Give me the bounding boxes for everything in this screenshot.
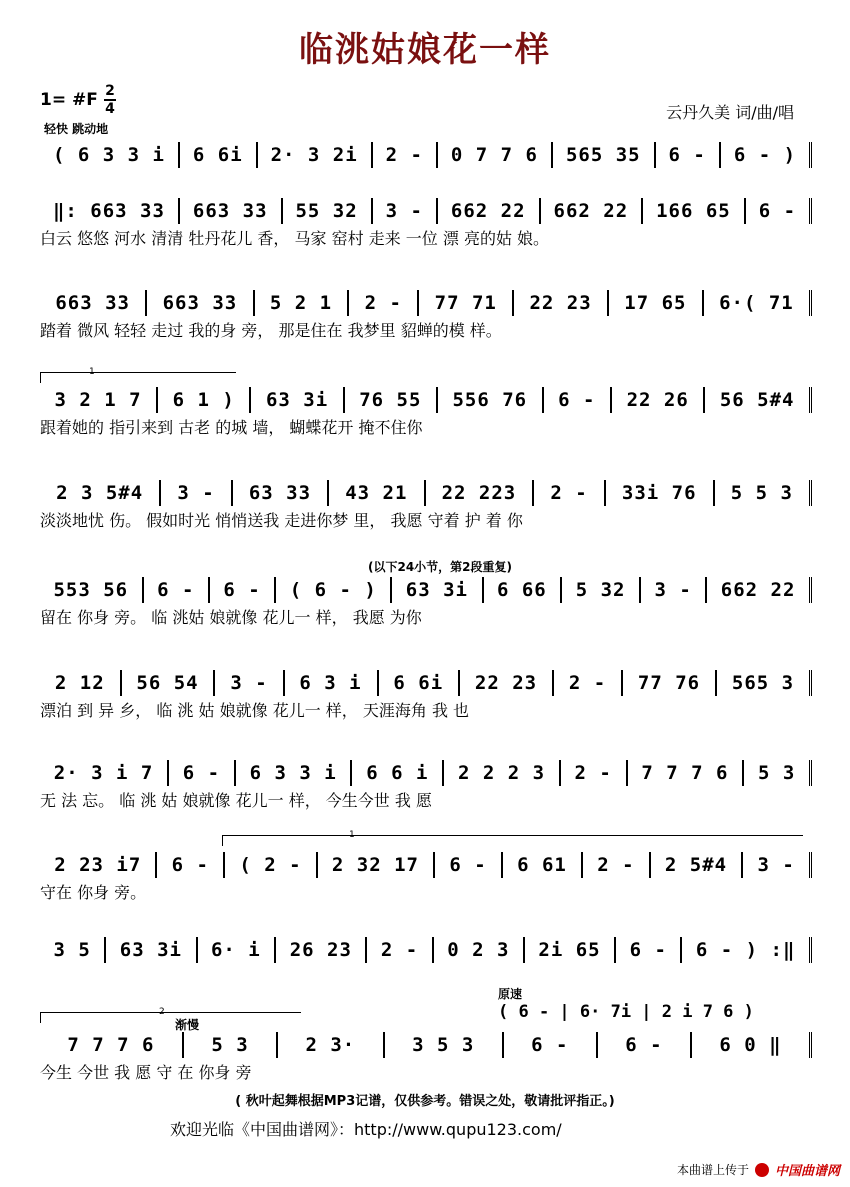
measure: 77 76 bbox=[623, 670, 717, 696]
measure: 0 7 7 6 bbox=[438, 142, 553, 168]
system-lyrics: 踏着 微风 轻轻 走过 我的身 旁， 那是住在 我梦里 貂蝉的模 样。 bbox=[40, 321, 502, 340]
measure: 22 26 bbox=[612, 387, 705, 413]
measure: 6 - bbox=[544, 387, 612, 413]
measure: 3 - bbox=[373, 198, 438, 224]
measure: 2 5#4 bbox=[651, 852, 744, 878]
measure: 3 2 1 7 bbox=[40, 387, 158, 413]
measure: 63 3i bbox=[392, 577, 483, 603]
measure: 3 - bbox=[215, 670, 284, 696]
measure: 26 23 bbox=[276, 937, 367, 963]
measure: 2 3 5#4 bbox=[40, 480, 161, 506]
system-3 bbox=[40, 288, 812, 344]
measure: 6 - bbox=[157, 852, 225, 878]
measure: 56 54 bbox=[122, 670, 216, 696]
measure: 2· 3 2i bbox=[258, 142, 373, 168]
system-lyrics bbox=[40, 170, 812, 196]
measure: 5 3 bbox=[744, 760, 812, 786]
score-title: 临洮姑娘花一样 bbox=[299, 30, 551, 70]
measure: 663 33 bbox=[40, 290, 147, 316]
system-notes bbox=[40, 575, 812, 605]
time-signature bbox=[104, 84, 116, 116]
system-9 bbox=[40, 850, 812, 906]
measure: 33i 76 bbox=[606, 480, 715, 506]
key-signature: 1= #F bbox=[40, 90, 98, 110]
measure: 2 - bbox=[534, 480, 606, 506]
measure: 2 3· bbox=[278, 1032, 385, 1058]
system-6 bbox=[40, 575, 812, 631]
measure: 6· i bbox=[198, 937, 277, 963]
measure: 55 32 bbox=[283, 198, 373, 224]
measure: 6 6 i bbox=[352, 760, 444, 786]
measure: 6 3 3 i bbox=[236, 760, 353, 786]
measure: 6 61 bbox=[503, 852, 583, 878]
meter-top: 2 bbox=[105, 83, 115, 99]
measure: 3 - bbox=[743, 852, 812, 878]
measure: 2 - bbox=[583, 852, 651, 878]
measure: 76 55 bbox=[345, 387, 438, 413]
measure: 6 - bbox=[598, 1032, 692, 1058]
system-lyrics: 淡淡地忧 伤。 假如时光 悄悄送我 走进你梦 里， 我愿 守着 护 着 你 bbox=[40, 511, 523, 530]
system-notes bbox=[40, 196, 812, 226]
measure: 2 - bbox=[373, 142, 438, 168]
measure: 166 65 bbox=[643, 198, 746, 224]
measure: 6 - bbox=[656, 142, 721, 168]
orig-tempo-marking: 原速 bbox=[498, 987, 523, 1001]
system-10 bbox=[40, 935, 812, 991]
system-notes bbox=[40, 385, 812, 415]
measure: 6 - bbox=[210, 577, 276, 603]
system-notes bbox=[40, 140, 812, 170]
measure: 6 - bbox=[435, 852, 503, 878]
volta-1-bottom bbox=[222, 830, 803, 846]
volta-2 bbox=[40, 1007, 301, 1023]
volta-1b-label: 1 bbox=[349, 830, 355, 840]
measure: ‖: 663 33 bbox=[40, 198, 180, 224]
measure: 556 76 bbox=[438, 387, 544, 413]
measure: 22 23 bbox=[460, 670, 554, 696]
system-5 bbox=[40, 478, 812, 534]
measure: 2 - bbox=[554, 670, 623, 696]
measure: 77 71 bbox=[419, 290, 514, 316]
measure: ( 2 - bbox=[225, 852, 318, 878]
measure: 6 - bbox=[144, 577, 210, 603]
system-4 bbox=[40, 385, 812, 441]
measure: 63 33 bbox=[233, 480, 329, 506]
measure: 2 - bbox=[367, 937, 433, 963]
logo-icon bbox=[755, 1163, 769, 1177]
measure: 6·( 71 bbox=[704, 290, 812, 316]
measure: ( 6 3 3 i bbox=[40, 142, 180, 168]
measure: 6 0 ‖ bbox=[692, 1032, 812, 1058]
system-lyrics: 今生 今世 我 愿 守 在 你身 旁 bbox=[40, 1063, 252, 1082]
measure: 663 33 bbox=[180, 198, 283, 224]
measure: 3 - bbox=[161, 480, 233, 506]
measure: 2 12 bbox=[40, 670, 122, 696]
measure: 5 3 bbox=[184, 1032, 278, 1058]
measure: ( 6 - ) bbox=[276, 577, 392, 603]
volta-1-top bbox=[40, 367, 236, 383]
footer-note: ( 秋叶起舞根据MP3记谱，仅供参考。错误之处，敬请批评指正。) bbox=[235, 1094, 615, 1109]
measure: 662 22 bbox=[438, 198, 541, 224]
system-1 bbox=[40, 140, 812, 196]
system-notes bbox=[40, 668, 812, 698]
measure: 43 21 bbox=[329, 480, 425, 506]
measure: 6 6i bbox=[379, 670, 461, 696]
measure: 5 2 1 bbox=[255, 290, 350, 316]
system-notes bbox=[40, 1030, 812, 1060]
measure: 6 - bbox=[169, 760, 236, 786]
measure: 5 32 bbox=[562, 577, 641, 603]
measure: 56 5#4 bbox=[705, 387, 812, 413]
measure: 6 - bbox=[616, 937, 682, 963]
measure: 2 32 17 bbox=[318, 852, 435, 878]
measure: 663 33 bbox=[147, 290, 254, 316]
system-lyrics: 跟着她的 指引来到 古老 的城 墙， 蝴蝶花开 掩不住你 bbox=[40, 418, 423, 437]
volta-1-label: 1 bbox=[89, 367, 95, 377]
repeat-note: (以下24小节，第2段重复) bbox=[368, 560, 513, 574]
measure: 2 - bbox=[561, 760, 628, 786]
system-lyrics: 守在 你身 旁。 bbox=[40, 883, 147, 902]
measure: 2 - bbox=[349, 290, 419, 316]
system-notes bbox=[40, 288, 812, 318]
welcome-link[interactable]: 欢迎光临《中国曲谱网》：http://www.qupu123.com/ bbox=[170, 1120, 562, 1139]
measure: 17 65 bbox=[609, 290, 704, 316]
measure: 565 35 bbox=[553, 142, 656, 168]
tempo-marking: 轻快 跳动地 bbox=[44, 122, 109, 136]
system-notes bbox=[40, 850, 812, 880]
system-notes bbox=[40, 935, 812, 965]
alt-ending: ( 6 - | 6· 7i | 2 i 7 6 ) bbox=[498, 1002, 754, 1022]
system-2 bbox=[40, 196, 812, 252]
measure: 662 22 bbox=[707, 577, 812, 603]
measure: 565 3 bbox=[717, 670, 812, 696]
slow-marking: 渐慢 bbox=[175, 1018, 200, 1032]
system-lyrics: 留在 你身 旁。 临 洮姑 娘就像 花儿一 样， 我愿 为你 bbox=[40, 608, 422, 627]
measure: 6 - bbox=[746, 198, 812, 224]
credit-line: 云丹久美 词/曲/唱 bbox=[666, 103, 794, 122]
system-8 bbox=[40, 758, 812, 814]
measure: 63 3i bbox=[251, 387, 344, 413]
system-notes bbox=[40, 478, 812, 508]
measure: 5 5 3 bbox=[715, 480, 812, 506]
measure: 2i 65 bbox=[525, 937, 616, 963]
meter-bottom: 4 bbox=[105, 101, 115, 117]
volta-2-label: 2 bbox=[159, 1007, 165, 1017]
measure: 0 2 3 bbox=[434, 937, 525, 963]
site-logo[interactable]: 中国曲谱网 bbox=[774, 1164, 840, 1179]
system-11 bbox=[40, 1030, 812, 1086]
system-notes bbox=[40, 758, 812, 788]
system-lyrics: 白云 悠悠 河水 清清 牡丹花儿 香， 马家 窑村 走来 一位 漂 亮的姑 娘。 bbox=[40, 229, 550, 248]
system-lyrics: 漂泊 到 异 乡， 临 洮 姑 娘就像 花儿一 样， 天涯海角 我 也 bbox=[40, 701, 470, 720]
system-lyrics: 无 法 忘。 临 洮 姑 娘就像 花儿一 样， 今生今世 我 愿 bbox=[40, 791, 432, 810]
measure: 662 22 bbox=[541, 198, 644, 224]
upload-credit bbox=[677, 1160, 840, 1179]
measure: 6 6i bbox=[180, 142, 258, 168]
system-7 bbox=[40, 668, 812, 724]
measure: 22 223 bbox=[426, 480, 535, 506]
measure: 3 5 bbox=[40, 937, 106, 963]
measure: 6 - bbox=[504, 1032, 598, 1058]
measure: 6 - ) bbox=[721, 142, 812, 168]
measure: 6 66 bbox=[484, 577, 563, 603]
measure: 2 23 i7 bbox=[40, 852, 157, 878]
upload-label: 本曲谱上传于 bbox=[676, 1163, 749, 1177]
measure: 2· 3 i 7 bbox=[40, 760, 169, 786]
system-lyrics bbox=[40, 965, 812, 991]
measure: 6 3 i bbox=[285, 670, 379, 696]
measure: 6 - ) :‖ bbox=[682, 937, 812, 963]
measure: 2 2 2 3 bbox=[444, 760, 561, 786]
measure: 553 56 bbox=[40, 577, 144, 603]
measure: 3 - bbox=[641, 577, 707, 603]
measure: 63 3i bbox=[106, 937, 197, 963]
measure: 7 7 7 6 bbox=[628, 760, 745, 786]
measure: 22 23 bbox=[514, 290, 609, 316]
measure: 6 1 ) bbox=[158, 387, 251, 413]
measure: 3 5 3 bbox=[385, 1032, 504, 1058]
measure: 7 7 7 6 bbox=[40, 1032, 184, 1058]
